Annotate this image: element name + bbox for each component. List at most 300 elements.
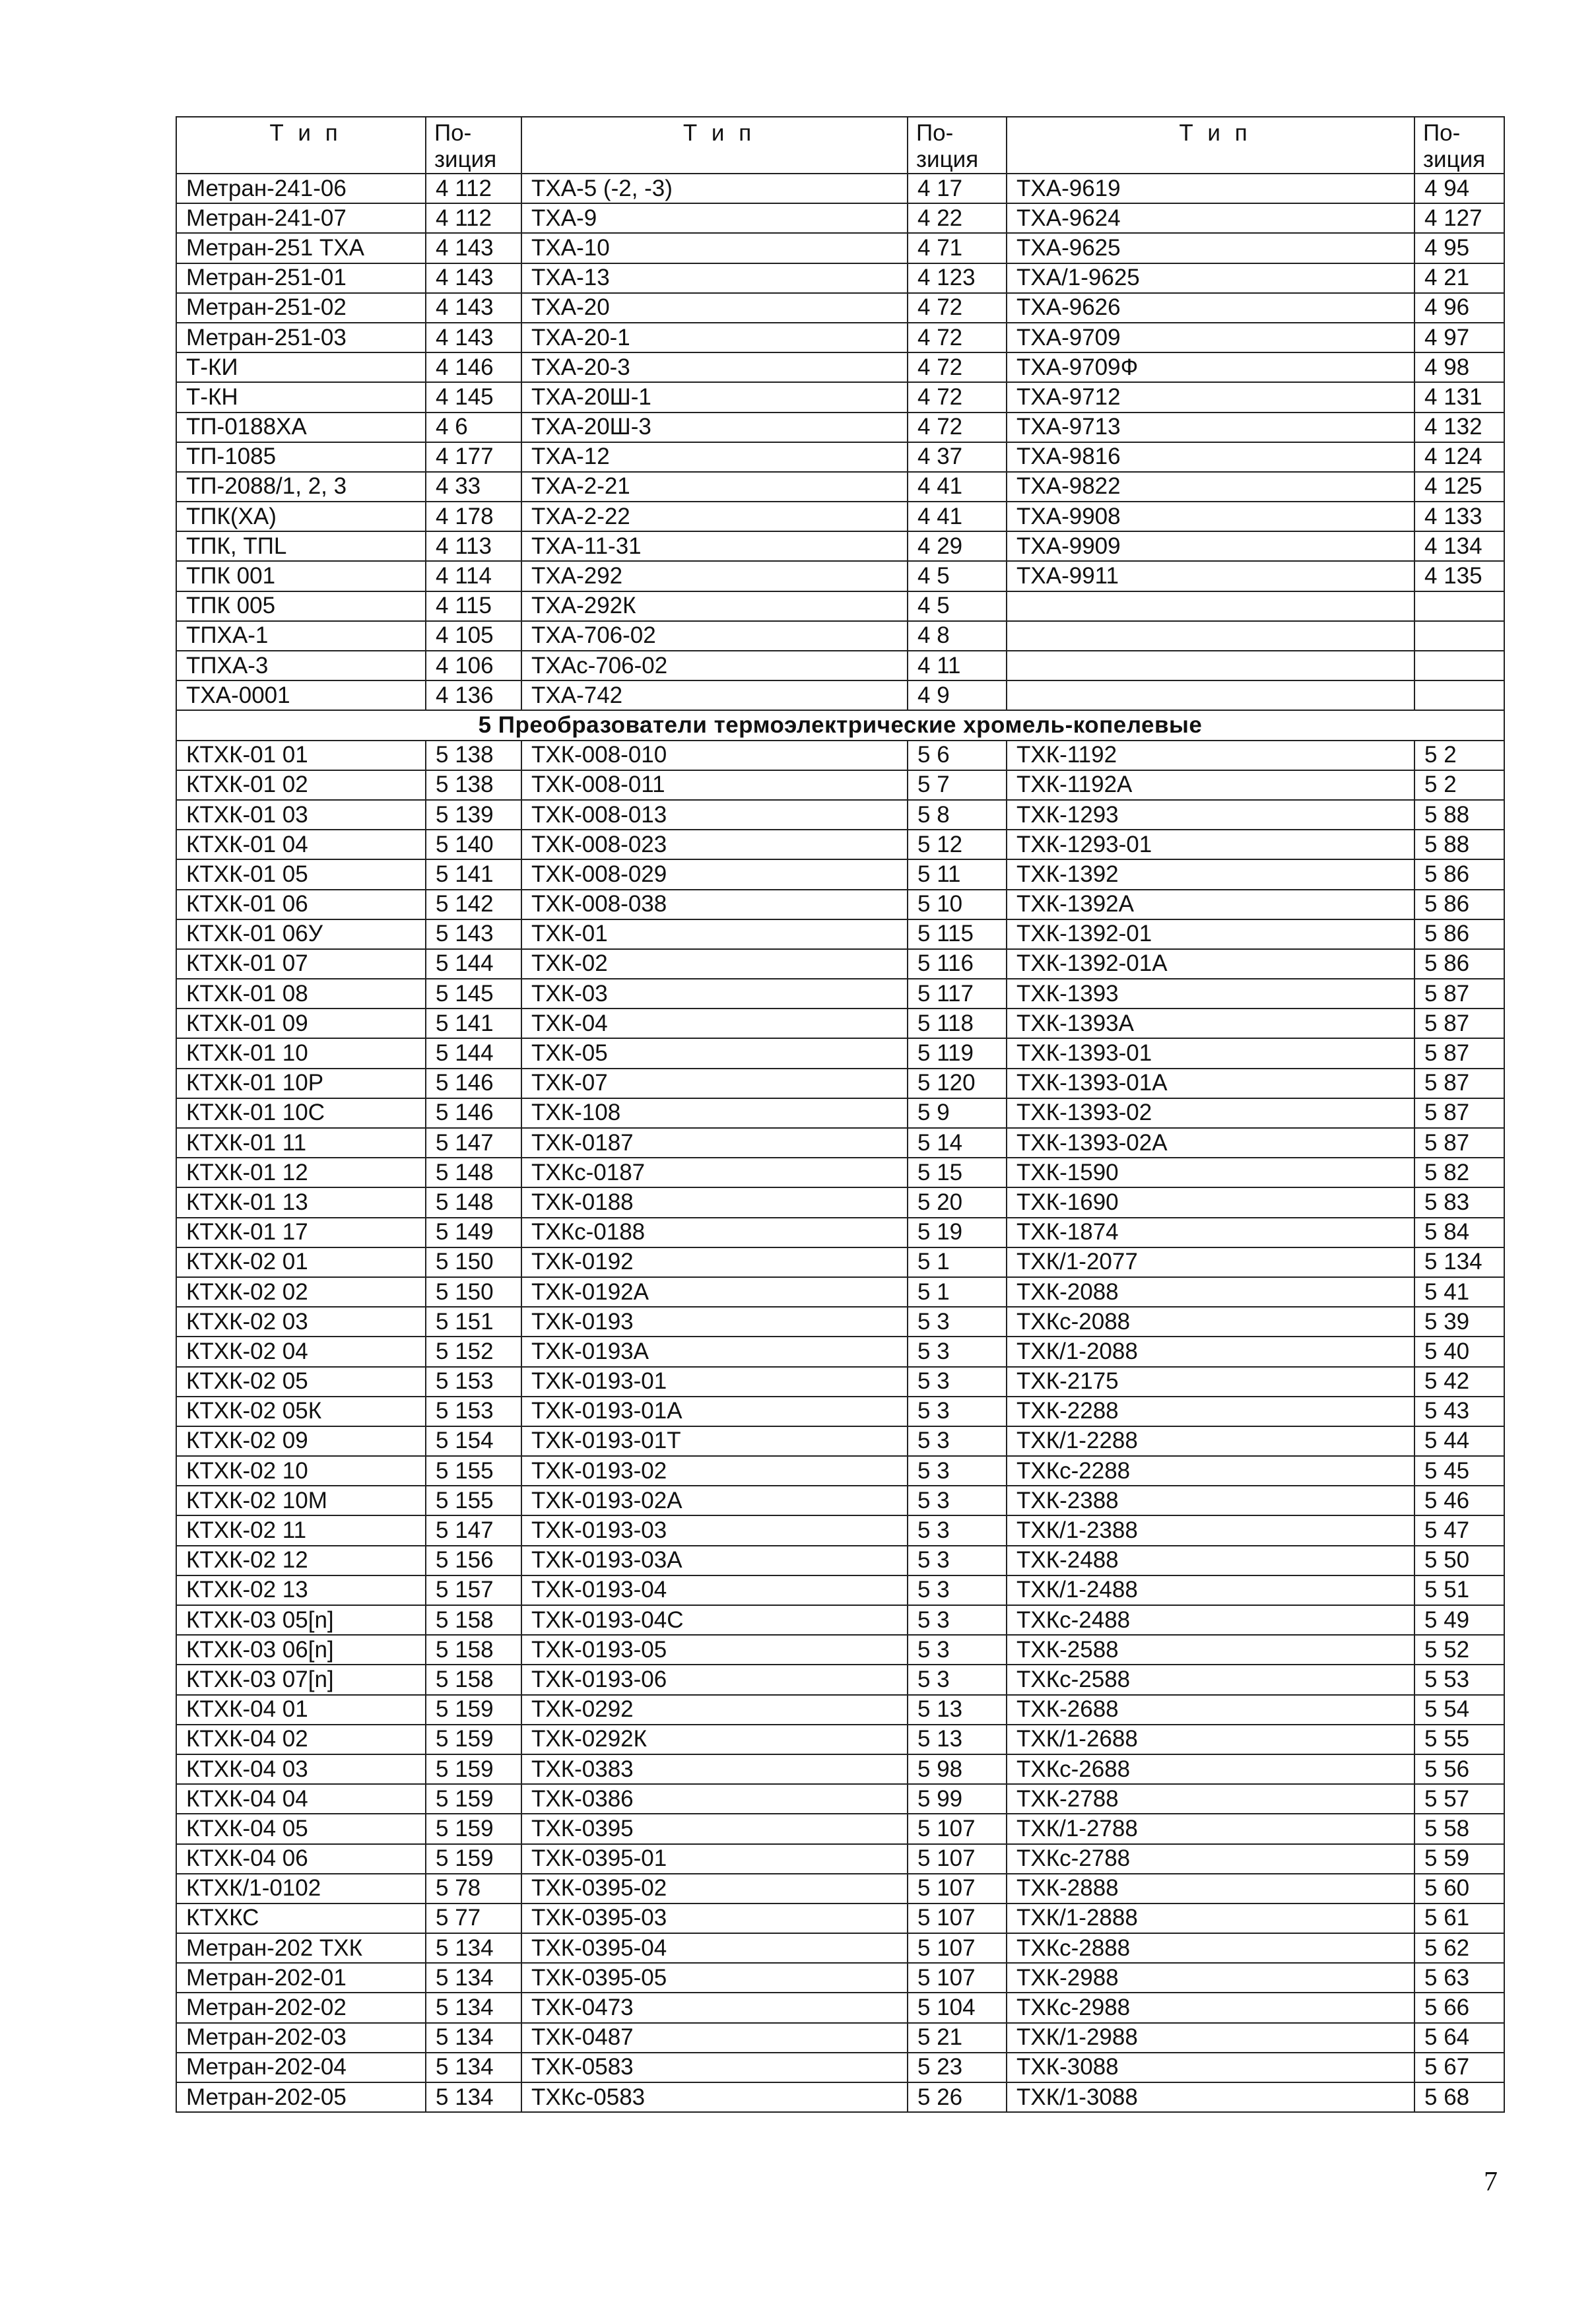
type-cell: ТХК/1-2488 — [1007, 1575, 1414, 1605]
type-cell: ТХК-0395-03 — [521, 1904, 908, 1933]
type-cell: ТХК-1393А — [1007, 1009, 1414, 1038]
type-cell: КТХК-01 07 — [176, 949, 426, 979]
position-cell: 5 120 — [908, 1069, 1007, 1098]
table-row — [176, 1575, 1504, 1605]
type-cell: ТХА-5 (-2, -3) — [521, 174, 908, 203]
table-row — [176, 203, 1504, 233]
type-cell: КТХК-01 06У — [176, 919, 426, 949]
type-cell: ТХК/1-3088 — [1007, 2082, 1414, 2112]
position-cell: 5 148 — [426, 1158, 521, 1187]
type-cell: КТХК-01 02 — [176, 770, 426, 800]
type-cell: ТП-1085 — [176, 442, 426, 472]
position-cell: 4 132 — [1414, 413, 1504, 442]
table-row — [176, 1247, 1504, 1277]
type-cell: ТП-2088/1, 2, 3 — [176, 472, 426, 502]
position-cell: 4 112 — [426, 203, 521, 233]
position-cell: 5 147 — [426, 1515, 521, 1545]
type-cell: ТХК-008-038 — [521, 890, 908, 919]
type-cell: ТХК-0193-03А — [521, 1546, 908, 1575]
position-cell: 4 106 — [426, 651, 521, 680]
table-row — [176, 561, 1504, 591]
type-cell: КТХК-03 05[n] — [176, 1605, 426, 1635]
type-cell: ТХА-13 — [521, 263, 908, 293]
position-cell: 5 68 — [1414, 2082, 1504, 2112]
position-cell: 5 107 — [908, 1844, 1007, 1874]
type-cell: КТХК-04 03 — [176, 1754, 426, 1784]
position-cell: 5 159 — [426, 1725, 521, 1754]
position-cell: 5 46 — [1414, 1486, 1504, 1515]
type-cell: ТХК-1393-02 — [1007, 1098, 1414, 1128]
table-row — [176, 830, 1504, 859]
position-cell: 5 86 — [1414, 949, 1504, 979]
type-cell: ТХК/1-2077 — [1007, 1247, 1414, 1277]
position-cell: 5 141 — [426, 1009, 521, 1038]
type-cell: КТХК-01 08 — [176, 979, 426, 1009]
position-cell: 4 97 — [1414, 323, 1504, 352]
position-cell: 4 29 — [908, 531, 1007, 561]
type-cell: ТХК-1393-02А — [1007, 1128, 1414, 1158]
position-cell: 5 44 — [1414, 1426, 1504, 1456]
type-cell: ТХА-9709Ф — [1007, 352, 1414, 382]
index-table — [176, 116, 1505, 2113]
position-cell: 5 107 — [908, 1963, 1007, 1993]
type-cell: ТХК-0193-05 — [521, 1635, 908, 1665]
table-row — [176, 1337, 1504, 1366]
position-cell: 5 134 — [426, 1933, 521, 1963]
position-cell: 5 3 — [908, 1397, 1007, 1426]
position-cell: 4 41 — [908, 472, 1007, 502]
position-cell: 5 52 — [1414, 1635, 1504, 1665]
table-row — [176, 1218, 1504, 1247]
position-cell: 4 143 — [426, 233, 521, 263]
position-cell: 5 86 — [1414, 919, 1504, 949]
position-cell: 5 51 — [1414, 1575, 1504, 1605]
type-cell: ТХК-3088 — [1007, 2053, 1414, 2082]
table-row — [176, 1963, 1504, 1993]
type-cell: ТХК-0386 — [521, 1784, 908, 1814]
table-row — [176, 1397, 1504, 1426]
type-cell: КТХК-04 01 — [176, 1695, 426, 1725]
position-cell: 5 84 — [1414, 1218, 1504, 1247]
type-cell: ТХА-20-1 — [521, 323, 908, 352]
table-row — [176, 2023, 1504, 2053]
type-cell: ТХА-20Ш-3 — [521, 413, 908, 442]
position-cell: 5 42 — [1414, 1367, 1504, 1397]
table-row — [176, 1874, 1504, 1904]
table-row — [176, 1009, 1504, 1038]
header-position-1: По- зиция — [426, 117, 521, 174]
type-cell: ТХА-9625 — [1007, 233, 1414, 263]
type-cell: ТХА-0001 — [176, 680, 426, 710]
position-cell: 4 11 — [908, 651, 1007, 680]
type-cell: ТХК/1-2388 — [1007, 1515, 1414, 1545]
position-cell: 5 60 — [1414, 1874, 1504, 1904]
table-row — [176, 2053, 1504, 2082]
table-row — [176, 1695, 1504, 1725]
position-cell: 5 11 — [908, 859, 1007, 889]
type-cell: ТХК-008-029 — [521, 859, 908, 889]
position-cell: 5 154 — [426, 1426, 521, 1456]
type-cell: ТХК-0583 — [521, 2053, 908, 2082]
position-cell: 4 146 — [426, 352, 521, 382]
table-row — [176, 531, 1504, 561]
header-position-3: По- зиция — [1414, 117, 1504, 174]
position-cell: 5 99 — [908, 1784, 1007, 1814]
type-cell — [1007, 651, 1414, 680]
position-cell: 5 43 — [1414, 1397, 1504, 1426]
type-cell: КТХК-02 10 — [176, 1456, 426, 1486]
position-cell: 5 59 — [1414, 1844, 1504, 1874]
table-row — [176, 621, 1504, 651]
position-cell: 5 147 — [426, 1128, 521, 1158]
position-cell: 5 87 — [1414, 1069, 1504, 1098]
position-cell: 5 54 — [1414, 1695, 1504, 1725]
position-cell: 5 107 — [908, 1814, 1007, 1843]
table-row — [176, 413, 1504, 442]
type-cell: ТХК-0193-01А — [521, 1397, 908, 1426]
position-cell: 4 41 — [908, 502, 1007, 531]
position-cell: 5 159 — [426, 1784, 521, 1814]
table-row — [176, 1367, 1504, 1397]
position-cell: 5 144 — [426, 1038, 521, 1068]
position-cell: 5 39 — [1414, 1307, 1504, 1337]
position-cell: 5 117 — [908, 979, 1007, 1009]
position-cell: 5 78 — [426, 1874, 521, 1904]
table-row — [176, 472, 1504, 502]
position-cell: 4 124 — [1414, 442, 1504, 472]
position-cell: 4 135 — [1414, 561, 1504, 591]
type-cell: ТХК-0193-03 — [521, 1515, 908, 1545]
position-cell: 5 87 — [1414, 1098, 1504, 1128]
type-cell: ТХА-9624 — [1007, 203, 1414, 233]
position-cell: 5 3 — [908, 1307, 1007, 1337]
position-cell: 4 145 — [426, 382, 521, 412]
type-cell: Метран-202-02 — [176, 1993, 426, 2022]
position-cell: 5 57 — [1414, 1784, 1504, 1814]
type-cell: КТХК-01 09 — [176, 1009, 426, 1038]
position-cell: 5 138 — [426, 741, 521, 770]
type-cell: ТХК/1-2888 — [1007, 1904, 1414, 1933]
type-cell: ТХКс-2688 — [1007, 1754, 1414, 1784]
type-cell: ТХК-1293-01 — [1007, 830, 1414, 859]
type-cell: КТХК-03 07[n] — [176, 1665, 426, 1694]
type-cell: ТХА-2-22 — [521, 502, 908, 531]
type-cell: ТХК-2388 — [1007, 1486, 1414, 1515]
position-cell: 4 114 — [426, 561, 521, 591]
position-cell: 5 20 — [908, 1187, 1007, 1217]
type-cell: Метран-202-05 — [176, 2082, 426, 2112]
type-cell: КТХК-01 10С — [176, 1098, 426, 1128]
type-cell: ТХА-11-31 — [521, 531, 908, 561]
header-position-2: По- зиция — [908, 117, 1007, 174]
type-cell: ТХК/1-2688 — [1007, 1725, 1414, 1754]
table-row — [176, 800, 1504, 830]
type-cell: КТХКС — [176, 1904, 426, 1933]
position-cell: 5 64 — [1414, 2023, 1504, 2053]
type-cell: КТХК-01 06 — [176, 890, 426, 919]
position-cell: 4 113 — [426, 531, 521, 561]
type-cell: ТХК/1-2788 — [1007, 1814, 1414, 1843]
position-cell: 5 115 — [908, 919, 1007, 949]
position-cell: 5 151 — [426, 1307, 521, 1337]
position-cell: 4 37 — [908, 442, 1007, 472]
position-cell: 4 105 — [426, 621, 521, 651]
type-cell: ТХК-0193-01 — [521, 1367, 908, 1397]
position-cell: 4 143 — [426, 263, 521, 293]
type-cell: ТХК-0395-02 — [521, 1874, 908, 1904]
position-cell: 5 134 — [426, 2053, 521, 2082]
position-cell: 5 6 — [908, 741, 1007, 770]
position-cell: 5 158 — [426, 1665, 521, 1694]
type-cell: ТХА-292 — [521, 561, 908, 591]
position-cell: 5 86 — [1414, 859, 1504, 889]
position-cell: 5 13 — [908, 1725, 1007, 1754]
position-cell: 4 95 — [1414, 233, 1504, 263]
type-cell: КТХК-04 06 — [176, 1844, 426, 1874]
table-row — [176, 1904, 1504, 1933]
table-row — [176, 859, 1504, 889]
position-cell: 5 150 — [426, 1277, 521, 1307]
type-cell: ТХКс-2888 — [1007, 1933, 1414, 1963]
position-cell — [1414, 591, 1504, 621]
type-cell: ТХК-1293 — [1007, 800, 1414, 830]
position-cell: 5 3 — [908, 1515, 1007, 1545]
type-cell — [1007, 621, 1414, 651]
position-cell: 5 134 — [426, 1993, 521, 2022]
type-cell: ТПК 001 — [176, 561, 426, 591]
position-cell: 5 21 — [908, 2023, 1007, 2053]
position-cell: 5 142 — [426, 890, 521, 919]
type-cell: ТХК-0192 — [521, 1247, 908, 1277]
position-cell: 5 159 — [426, 1814, 521, 1843]
type-cell: ТХА-9909 — [1007, 531, 1414, 561]
type-cell: ТХА-9626 — [1007, 293, 1414, 323]
type-cell: ТХК-1393-01 — [1007, 1038, 1414, 1068]
table-body-section-4 — [176, 174, 1504, 710]
type-cell: ТХК-008-011 — [521, 770, 908, 800]
type-cell: Метран-202-04 — [176, 2053, 426, 2082]
table-row — [176, 502, 1504, 531]
type-cell: ТХК-1590 — [1007, 1158, 1414, 1187]
type-cell — [1007, 680, 1414, 710]
table-row — [176, 979, 1504, 1009]
type-cell: ТХК-1874 — [1007, 1218, 1414, 1247]
table-row — [176, 1187, 1504, 1217]
position-cell: 5 15 — [908, 1158, 1007, 1187]
type-cell: ТХК-0193-06 — [521, 1665, 908, 1694]
type-cell: Метран-241-06 — [176, 174, 426, 203]
position-cell: 4 5 — [908, 591, 1007, 621]
position-cell: 5 153 — [426, 1367, 521, 1397]
type-cell: ТХК-0487 — [521, 2023, 908, 2053]
table-row — [176, 1128, 1504, 1158]
table-row — [176, 1635, 1504, 1665]
type-cell: КТХК-02 04 — [176, 1337, 426, 1366]
type-cell: ТХК-108 — [521, 1098, 908, 1128]
position-cell: 5 88 — [1414, 830, 1504, 859]
type-cell: КТХК-02 05К — [176, 1397, 426, 1426]
header-type-1: Т и п — [176, 117, 426, 174]
position-cell: 5 146 — [426, 1098, 521, 1128]
type-cell — [1007, 591, 1414, 621]
type-cell: ТХКс-2288 — [1007, 1456, 1414, 1486]
table-row — [176, 1158, 1504, 1187]
type-cell: КТХК-01 04 — [176, 830, 426, 859]
table-row — [176, 174, 1504, 203]
type-cell: ТХА-9712 — [1007, 382, 1414, 412]
table-row — [176, 1098, 1504, 1128]
section-title-row — [176, 710, 1504, 740]
type-cell: ТХК-0292К — [521, 1725, 908, 1754]
type-cell: ТХК-0395-05 — [521, 1963, 908, 1993]
type-cell: ТХК-2988 — [1007, 1963, 1414, 1993]
position-cell: 4 22 — [908, 203, 1007, 233]
position-cell: 4 33 — [426, 472, 521, 502]
position-cell: 5 56 — [1414, 1754, 1504, 1784]
position-cell: 5 88 — [1414, 800, 1504, 830]
table-row — [176, 1784, 1504, 1814]
table-row — [176, 352, 1504, 382]
position-cell: 5 155 — [426, 1486, 521, 1515]
position-cell: 5 67 — [1414, 2053, 1504, 2082]
type-cell: ТХК-2688 — [1007, 1695, 1414, 1725]
type-cell: ТХА-20Ш-1 — [521, 382, 908, 412]
type-cell: ТХА-9709 — [1007, 323, 1414, 352]
position-cell: 5 23 — [908, 2053, 1007, 2082]
position-cell: 5 10 — [908, 890, 1007, 919]
position-cell: 5 86 — [1414, 890, 1504, 919]
type-cell: ТХА-292К — [521, 591, 908, 621]
type-cell: ТХА-9816 — [1007, 442, 1414, 472]
type-cell: КТХК-01 11 — [176, 1128, 426, 1158]
type-cell: Т-КН — [176, 382, 426, 412]
position-cell: 5 41 — [1414, 1277, 1504, 1307]
type-cell: ТХА-2-21 — [521, 472, 908, 502]
table-row — [176, 949, 1504, 979]
type-cell: ТП-0188ХА — [176, 413, 426, 442]
position-cell: 4 143 — [426, 293, 521, 323]
position-cell: 5 55 — [1414, 1725, 1504, 1754]
position-cell: 5 45 — [1414, 1456, 1504, 1486]
type-cell: КТХК-02 01 — [176, 1247, 426, 1277]
type-cell: ТХК-0193-02 — [521, 1456, 908, 1486]
table-row — [176, 1844, 1504, 1874]
type-cell: ТХК-1392 — [1007, 859, 1414, 889]
type-cell: ТПХА-3 — [176, 651, 426, 680]
type-cell: КТХК-01 10Р — [176, 1069, 426, 1098]
type-cell: ТХК-07 — [521, 1069, 908, 1098]
position-cell: 5 159 — [426, 1754, 521, 1784]
position-cell: 5 134 — [426, 1963, 521, 1993]
type-cell: ТХК-2588 — [1007, 1635, 1414, 1665]
type-cell: ТХК-2488 — [1007, 1546, 1414, 1575]
type-cell: КТХК-02 12 — [176, 1546, 426, 1575]
type-cell: КТХК-02 10М — [176, 1486, 426, 1515]
position-cell: 5 2 — [1414, 770, 1504, 800]
type-cell: ТХК-1392-01 — [1007, 919, 1414, 949]
table-row — [176, 1605, 1504, 1635]
table-header-row — [176, 117, 1504, 174]
position-cell: 5 146 — [426, 1069, 521, 1098]
type-cell: КТХК-01 01 — [176, 741, 426, 770]
position-cell: 4 96 — [1414, 293, 1504, 323]
type-cell: КТХК-01 05 — [176, 859, 426, 889]
type-cell: ТХКс-2588 — [1007, 1665, 1414, 1694]
type-cell: ТХКс-0187 — [521, 1158, 908, 1187]
table-row — [176, 741, 1504, 770]
position-cell: 4 134 — [1414, 531, 1504, 561]
header-type-3: Т и п — [1007, 117, 1414, 174]
position-cell: 5 141 — [426, 859, 521, 889]
type-cell: ТХК-0193 — [521, 1307, 908, 1337]
position-cell: 5 61 — [1414, 1904, 1504, 1933]
position-cell: 5 19 — [908, 1218, 1007, 1247]
type-cell: Метран-241-07 — [176, 203, 426, 233]
type-cell: ТХКс-0188 — [521, 1218, 908, 1247]
table-row — [176, 1933, 1504, 1963]
type-cell: ТХК-0187 — [521, 1128, 908, 1158]
position-cell: 5 83 — [1414, 1187, 1504, 1217]
position-cell: 5 14 — [908, 1128, 1007, 1158]
position-cell: 4 143 — [426, 323, 521, 352]
type-cell: ТХК-1192 — [1007, 741, 1414, 770]
type-cell: ТХК-0395-04 — [521, 1933, 908, 1963]
table-row — [176, 651, 1504, 680]
type-cell: ТХА-20-3 — [521, 352, 908, 382]
position-cell: 5 148 — [426, 1187, 521, 1217]
type-cell: Метран-202-01 — [176, 1963, 426, 1993]
position-cell: 5 1 — [908, 1247, 1007, 1277]
position-cell — [1414, 651, 1504, 680]
table-row — [176, 1814, 1504, 1843]
position-cell: 5 3 — [908, 1337, 1007, 1366]
position-cell: 4 123 — [908, 263, 1007, 293]
position-cell: 4 5 — [908, 561, 1007, 591]
table-row — [176, 1665, 1504, 1694]
position-cell: 4 72 — [908, 293, 1007, 323]
position-cell: 5 139 — [426, 800, 521, 830]
type-cell: КТХК-04 04 — [176, 1784, 426, 1814]
table-row — [176, 1993, 1504, 2022]
type-cell: ТХК-0383 — [521, 1754, 908, 1784]
position-cell: 4 9 — [908, 680, 1007, 710]
type-cell: ТХК-1392-01А — [1007, 949, 1414, 979]
position-cell: 4 72 — [908, 323, 1007, 352]
table-row — [176, 1725, 1504, 1754]
type-cell: КТХК-02 11 — [176, 1515, 426, 1545]
position-cell: 4 98 — [1414, 352, 1504, 382]
position-cell: 5 3 — [908, 1367, 1007, 1397]
type-cell: ТХК-1393-01А — [1007, 1069, 1414, 1098]
table-row — [176, 2082, 1504, 2112]
position-cell: 5 116 — [908, 949, 1007, 979]
type-cell: ТХА-9 — [521, 203, 908, 233]
type-cell: КТХК/1-0102 — [176, 1874, 426, 1904]
table-row — [176, 323, 1504, 352]
table-row — [176, 233, 1504, 263]
type-cell: ТХК-2088 — [1007, 1277, 1414, 1307]
type-cell: ТХА-12 — [521, 442, 908, 472]
position-cell: 5 158 — [426, 1635, 521, 1665]
type-cell: КТХК-03 06[n] — [176, 1635, 426, 1665]
position-cell: 4 21 — [1414, 263, 1504, 293]
position-cell: 5 3 — [908, 1605, 1007, 1635]
position-cell: 5 87 — [1414, 1128, 1504, 1158]
type-cell: ТПК, ТПL — [176, 531, 426, 561]
position-cell: 5 153 — [426, 1397, 521, 1426]
position-cell: 5 7 — [908, 770, 1007, 800]
position-cell: 4 136 — [426, 680, 521, 710]
